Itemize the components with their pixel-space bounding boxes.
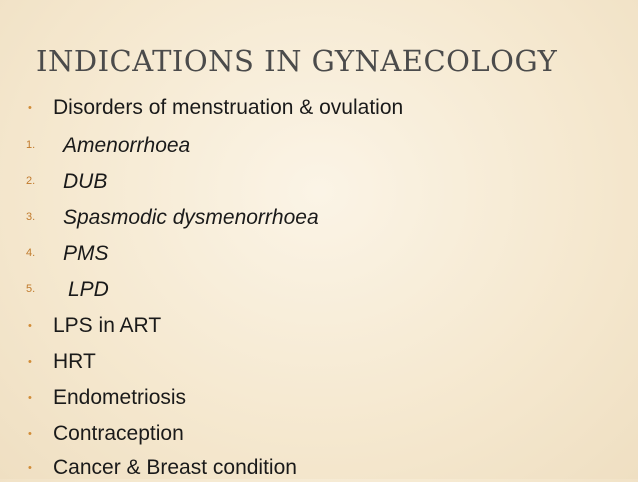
list-item-text: PMS: [63, 242, 109, 265]
list-item: [0, 94, 638, 122]
bullet-marker: •: [28, 102, 32, 114]
number-marker: 2.: [26, 175, 36, 187]
number-marker: 1.: [26, 139, 36, 151]
bullet-marker: •: [28, 320, 32, 332]
list-item-text: Contraception: [53, 422, 184, 445]
list-item-text: HRT: [53, 350, 96, 373]
bullet-marker: •: [28, 392, 32, 404]
list-item: [0, 204, 638, 232]
list-item: [0, 454, 638, 482]
bullet-marker: •: [28, 356, 32, 368]
list-item: [0, 132, 638, 160]
list-item: [0, 276, 638, 304]
list-item: [0, 168, 638, 196]
list-item-text: LPD: [68, 278, 109, 301]
list-item: [0, 420, 638, 448]
number-marker: 3.: [26, 211, 36, 223]
list-item: [0, 240, 638, 268]
list-item-text: Disorders of menstruation & ovulation: [53, 96, 404, 119]
list-item-text: Cancer & Breast condition: [53, 456, 297, 479]
number-marker: 5.: [26, 283, 36, 295]
list-item-text: Amenorrhoea: [63, 134, 191, 157]
slide-title: INDICATIONS IN GYNAECOLOGY: [36, 44, 558, 78]
list-item: [0, 348, 638, 376]
list-item-text: Spasmodic dysmenorrhoea: [63, 206, 319, 229]
list-item-text: LPS in ART: [53, 314, 162, 337]
bullet-marker: •: [28, 428, 32, 440]
number-marker: 4.: [26, 247, 36, 259]
list-item-text: DUB: [63, 170, 108, 193]
list-item: [0, 312, 638, 340]
list-item-text: Endometriosis: [53, 386, 187, 409]
list-item: [0, 384, 638, 412]
bullet-marker: •: [28, 462, 32, 474]
